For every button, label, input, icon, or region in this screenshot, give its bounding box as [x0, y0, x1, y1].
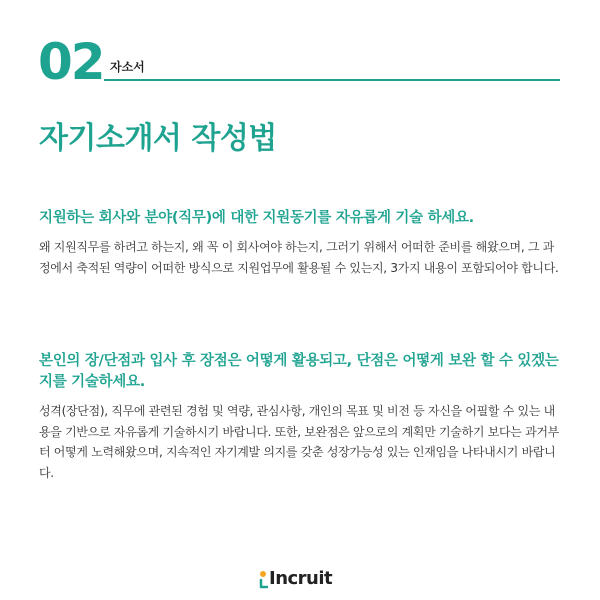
section-label: 자소서: [110, 60, 145, 74]
page-title: 자기소개서 작성법: [39, 121, 277, 156]
incruit-logo-mark-icon: [259, 569, 268, 589]
section-heading: 지원하는 회사와 분야(직무)에 대한 지원동기를 자유롭게 기술 하세요.: [39, 210, 474, 226]
section-heading: 본인의 장/단점과 입사 후 장점은 어떻게 활용되고, 단점은 어떻게 보완 할 수 있겠는지를 기술하세요.: [39, 353, 559, 390]
logo-text: Incruit: [269, 568, 333, 589]
section-strengths-weaknesses: [39, 351, 564, 483]
incruit-logo: [259, 563, 332, 589]
section-body: 왜 지원직무를 하려고 하는지, 왜 꼭 이 회사여야 하는지, 그러기 위해서 어떠한 준비를 해왔으며, 그 과정에서 축적된 역량이 어떠한 방식으로 지원업무에 활용될 수 있는지, 3가지 내용이 포함되어야 합니다.: [39, 240, 559, 275]
section-motivation: [39, 208, 564, 278]
header-divider: [104, 79, 560, 81]
section-number: 02: [38, 33, 104, 91]
section-body: 성격(장단점), 직무에 관련된 경험 및 역량, 관심사항, 개인의 목표 및 비전 등 자신을 어필할 수 있는 내용을 기반으로 자유롭게 기술하시기 바랍니다. 또한, 보완점은 앞으로의 계획만 기술하기 보다는 과거부터 어떻게 노력해왔으며, 지속적인 자기계발 의지를 갖춘 성장가능성 있는 인재임을 나타내시기 바랍니다.: [39, 404, 559, 480]
